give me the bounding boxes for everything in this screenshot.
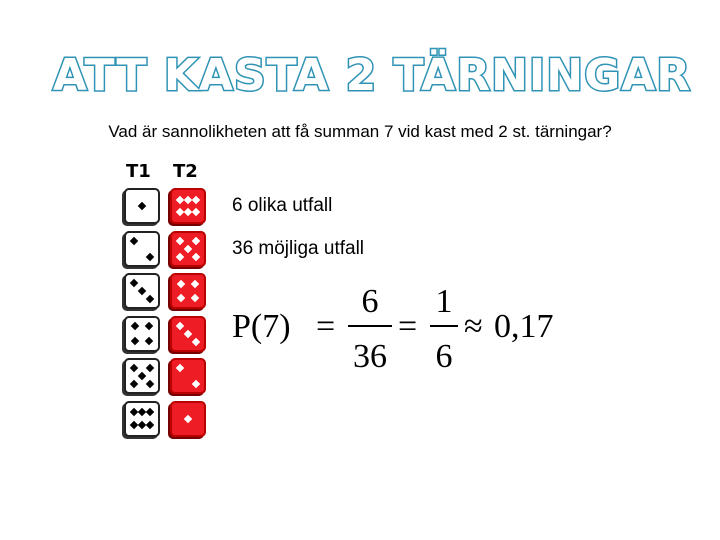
die-t1-row-1: [124, 188, 160, 224]
die-t2-row-1: [170, 188, 206, 224]
die-pip: [177, 294, 185, 302]
die-pip: [192, 252, 200, 260]
die-t2-row-4: [170, 316, 206, 352]
die-pip: [192, 195, 200, 203]
die-pip: [184, 414, 192, 422]
fraction-2-denominator: 6: [435, 338, 453, 375]
die-pip: [176, 321, 184, 329]
favorable-outcomes-note: 6 olika utfall: [232, 195, 333, 216]
possible-outcomes-note: 36 möjliga utfall: [232, 238, 365, 259]
die-pip: [146, 364, 154, 372]
die-pip: [131, 336, 139, 344]
formula-result: 0,17: [494, 308, 554, 345]
die-t2-row-3: [170, 273, 206, 309]
die-pip: [192, 208, 200, 216]
die-pip: [130, 236, 138, 244]
formula-lhs: P(7): [232, 308, 291, 345]
die-t1-row-4: [124, 316, 160, 352]
die-pip: [176, 252, 184, 260]
die-pip: [146, 252, 154, 260]
die-pip: [192, 380, 200, 388]
die-pip: [184, 244, 192, 252]
fraction-1-denominator: 36: [353, 338, 387, 375]
die-pip: [184, 208, 192, 216]
question-text: Vad är sannolikheten att få summan 7 vid kast med 2 st. tärningar?: [108, 122, 612, 141]
die-pip: [146, 408, 154, 416]
die-pip: [192, 337, 200, 345]
die-pip: [130, 279, 138, 287]
die-pip: [131, 322, 139, 330]
title-text: ATT KASTA 2 TÄRNINGAR: [52, 50, 692, 101]
die-pip: [176, 364, 184, 372]
die-t1-row-5: [124, 358, 160, 394]
die-pip: [130, 364, 138, 372]
die-pip: [138, 202, 146, 210]
die-pip: [191, 294, 199, 302]
formula-approx: ≈: [464, 308, 483, 345]
die-pip: [138, 287, 146, 295]
die-t2-row-5: [170, 358, 206, 394]
die-pip: [146, 295, 154, 303]
die-pip: [192, 236, 200, 244]
die-pip: [184, 329, 192, 337]
die-pip: [145, 336, 153, 344]
probability-formula: [232, 282, 572, 382]
die-t2-row-6: [170, 401, 206, 437]
formula-equals-2: =: [398, 308, 418, 345]
die-pip: [145, 322, 153, 330]
die-pip: [130, 380, 138, 388]
die-pip: [176, 236, 184, 244]
fraction-2-numerator: 1: [435, 283, 453, 320]
column-header-t1: T1: [126, 161, 151, 182]
fraction-1-numerator: 6: [361, 283, 379, 320]
die-pip: [177, 280, 185, 288]
die-pip: [176, 208, 184, 216]
die-pip: [146, 421, 154, 429]
die-t1-row-2: [124, 231, 160, 267]
column-header-t2: T2: [173, 161, 198, 182]
die-pip: [146, 380, 154, 388]
die-pip: [191, 280, 199, 288]
die-pip: [138, 372, 146, 380]
formula-equals-1: =: [316, 308, 336, 345]
die-t1-row-3: [124, 273, 160, 309]
die-t1-row-6: [124, 401, 160, 437]
slide-title: [0, 36, 720, 116]
die-t2-row-2: [170, 231, 206, 267]
